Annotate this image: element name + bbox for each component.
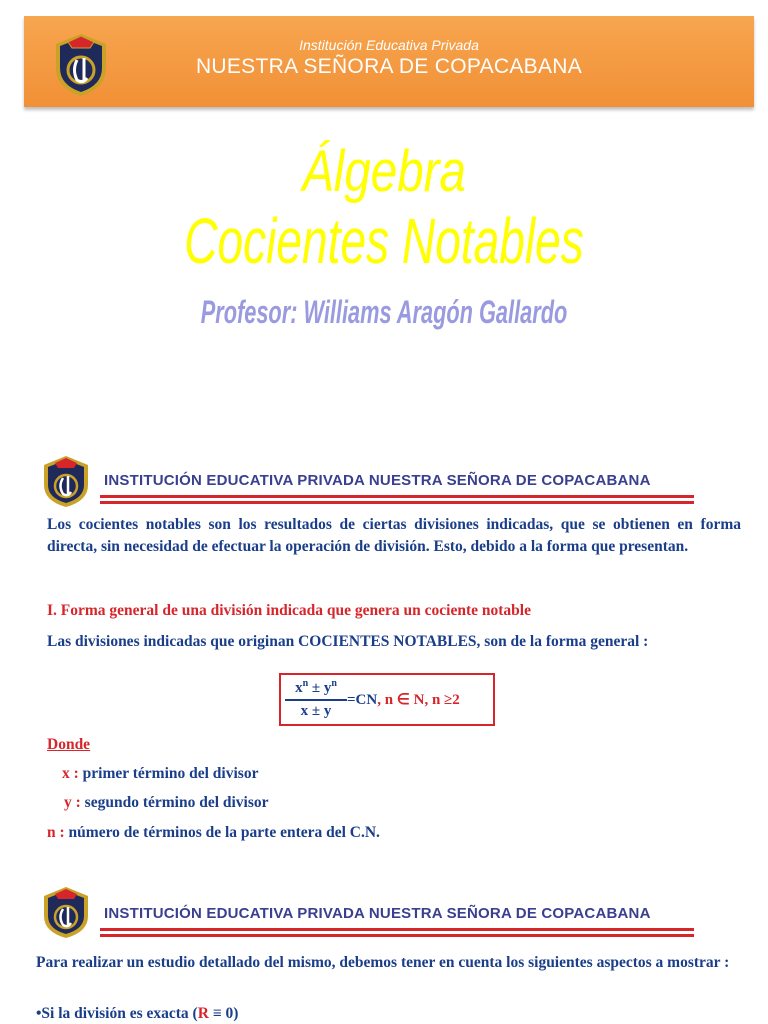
professor-name: Profesor: Williams Aragón Gallardo <box>200 294 568 330</box>
divider <box>100 934 694 937</box>
divider <box>100 495 694 498</box>
fraction-bar <box>285 699 347 701</box>
definition-n: n : número de términos de la parte entera del C.N. <box>47 824 380 841</box>
formula-conditions: =CN, n ∈ N, n ≥2 <box>347 692 460 708</box>
section-header: INSTITUCIÓN EDUCATIVA PRIVADA NUESTRA SEÑORA DE COPACABANA <box>104 472 651 489</box>
formula-denominator: x ± y <box>300 702 332 719</box>
institution-name: NUESTRA SEÑORA DE COPACABANA <box>195 55 583 78</box>
title-banner <box>24 16 754 107</box>
divider <box>100 501 694 504</box>
donde-label: Donde <box>47 736 91 753</box>
institution-type: Institución Educativa Privada <box>299 37 479 53</box>
exact-division-bullet: •Si la división es exacta (R ≡ 0) <box>36 1005 239 1022</box>
general-form-text: Las divisiones indicadas que originan COCIENTES NOTABLES, son de la forma general : <box>47 633 649 650</box>
formula-fraction <box>285 678 347 720</box>
school-crest-icon <box>40 453 92 509</box>
subject-title: Álgebra <box>302 139 466 204</box>
formula-numerator: $x^n \pm y^n$ <box>295 678 337 696</box>
definition-x: x : primer término del divisor <box>62 765 259 782</box>
study-paragraph: Para realizar un estudio detallado del mismo, debemos tener en cuenta los siguientes aspectos a mostrar : <box>36 954 730 971</box>
formula-box <box>279 673 495 726</box>
section-heading: I. Forma general de una división indicada que genera un cociente notable <box>47 602 531 619</box>
school-crest-icon <box>40 884 92 940</box>
section-header: INSTITUCIÓN EDUCATIVA PRIVADA NUESTRA SEÑORA DE COPACABANA <box>104 905 651 922</box>
topic-title: Cocientes Notables <box>184 205 584 277</box>
divider <box>100 928 694 931</box>
definition-y: y : segundo término del divisor <box>64 794 269 811</box>
intro-paragraph: Los cocientes notables son los resultados de ciertas divisiones indicadas, que se obtienen en forma directa, sin necesidad de efectuar la operación de división. Esto, debido a la forma que presentan. <box>47 516 741 555</box>
